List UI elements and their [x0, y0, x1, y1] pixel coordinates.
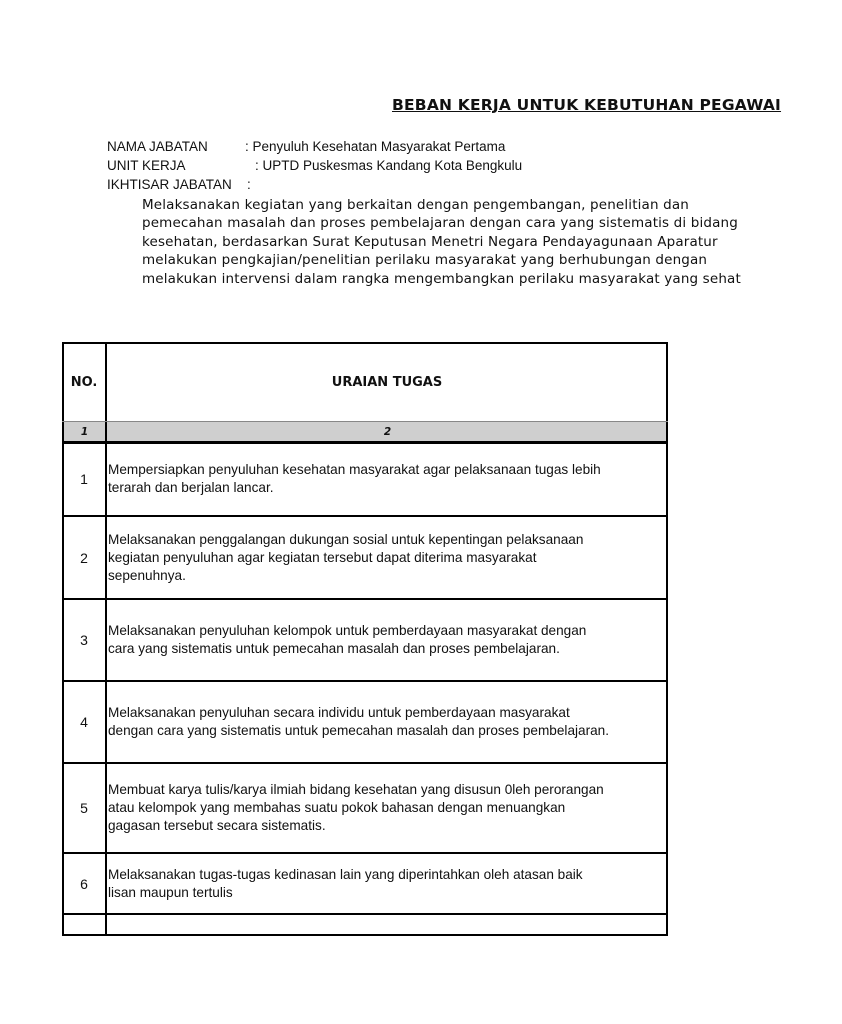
- row-divider: [62, 680, 668, 682]
- row-number: 4: [80, 714, 88, 730]
- ikhtisar-summary: [142, 196, 842, 288]
- ikhtisar-separator: :: [247, 177, 251, 192]
- column-number-no: 1: [64, 422, 105, 442]
- row-number: 2: [80, 549, 88, 566]
- row-task-label: Melaksanakan penggalangan dukungan sosial untuk kepentingan pelaksanaan kegiatan penyuluhan agar kegiatan tersebut dapat diterima masyarakat sepenuhnya.: [108, 531, 584, 583]
- row-task-text: [108, 443, 708, 515]
- ikhtisar-jabatan-row: [107, 177, 251, 192]
- document-title: BEBAN KERJA UNTUK KEBUTUHAN PEGAWAI: [392, 96, 782, 114]
- table-border-left: [62, 342, 64, 936]
- table-border-bottom: [62, 934, 668, 936]
- row-task-label: Melaksanakan penyuluhan kelompok untuk pemberdayaan masyarakat dengan cara yang sistematis untuk pemecahan masalah dan proses pembelajaran.: [108, 623, 587, 656]
- header-uraian-tugas: URAIAN TUGAS: [331, 374, 443, 390]
- row-number: 3: [80, 632, 88, 648]
- nama-jabatan-row: [107, 139, 506, 154]
- row-divider: [62, 598, 668, 600]
- unit-kerja-label: UNIT KERJA: [107, 158, 186, 173]
- row-divider: [62, 762, 668, 764]
- column-number-uraian: 2: [107, 422, 668, 442]
- row-divider: [62, 913, 668, 915]
- row-divider: [62, 852, 668, 854]
- unit-kerja-value: : UPTD Puskesmas Kandang Kota Bengkulu: [255, 158, 523, 173]
- row-task-label: Membuat karya tulis/karya ilmiah bidang kesehatan yang disusun 0leh perorangan atau kelompok yang membahas suatu pokok bahasan dengan menuangkan gagasan tersebut secara sistematis.: [108, 782, 604, 833]
- summary-line: Melaksanakan kegiatan yang berkaitan dengan pengembangan, penelitian dan: [142, 197, 689, 213]
- summary-line: kesehatan, berdasarkan Surat Keputusan Menetri Negara Pendayagunaan Aparatur: [142, 233, 718, 250]
- row-task-label: Melaksanakan tugas-tugas kedinasan lain yang diperintahkan oleh atasan baik lisan maupun tertulis: [108, 866, 583, 900]
- row-task-text: [108, 517, 708, 598]
- row-task-text: [108, 682, 708, 762]
- row-task-text: [108, 764, 708, 852]
- table-border-top: [62, 342, 668, 344]
- row-divider: [62, 515, 668, 517]
- ikhtisar-jabatan-label: IKHTISAR JABATAN: [107, 177, 232, 192]
- summary-line: pemecahan masalah dan proses pembelajaran dengan cara yang sistematis di bidang: [142, 215, 738, 232]
- row-task-text: [108, 600, 708, 680]
- row-number: 5: [80, 800, 88, 816]
- row-task-label: Melaksanakan penyuluhan secara individu untuk pemberdayaan masyarakat dengan cara yang sistematis untuk pemecahan masalah dan proses pembelajaran.: [108, 705, 610, 738]
- table-border-right: [666, 342, 668, 936]
- row-task-label: Mempersiapkan penyuluhan kesehatan masyarakat agar pelaksanaan tugas lebih terarah dan berjalan lancar.: [108, 462, 601, 495]
- header-no: NO.: [70, 374, 98, 390]
- header-divider: [62, 421, 668, 422]
- row-number: 6: [80, 875, 88, 892]
- row-number: 1: [80, 471, 88, 487]
- nama-jabatan-value: : Penyuluh Kesehatan Masyarakat Pertama: [245, 139, 506, 154]
- row-task-text: [108, 854, 708, 913]
- unit-kerja-row: [107, 158, 523, 173]
- nama-jabatan-label: NAMA JABATAN: [107, 139, 208, 154]
- summary-line: melakukan intervensi dalam rangka mengembangkan perilaku masyarakat yang sehat: [142, 270, 741, 287]
- numrow-divider: [62, 441, 668, 444]
- summary-line: melakukan pengkajian/penelitian perilaku masyarakat yang berhubungan dengan: [142, 252, 708, 269]
- table-column-divider: [105, 342, 107, 936]
